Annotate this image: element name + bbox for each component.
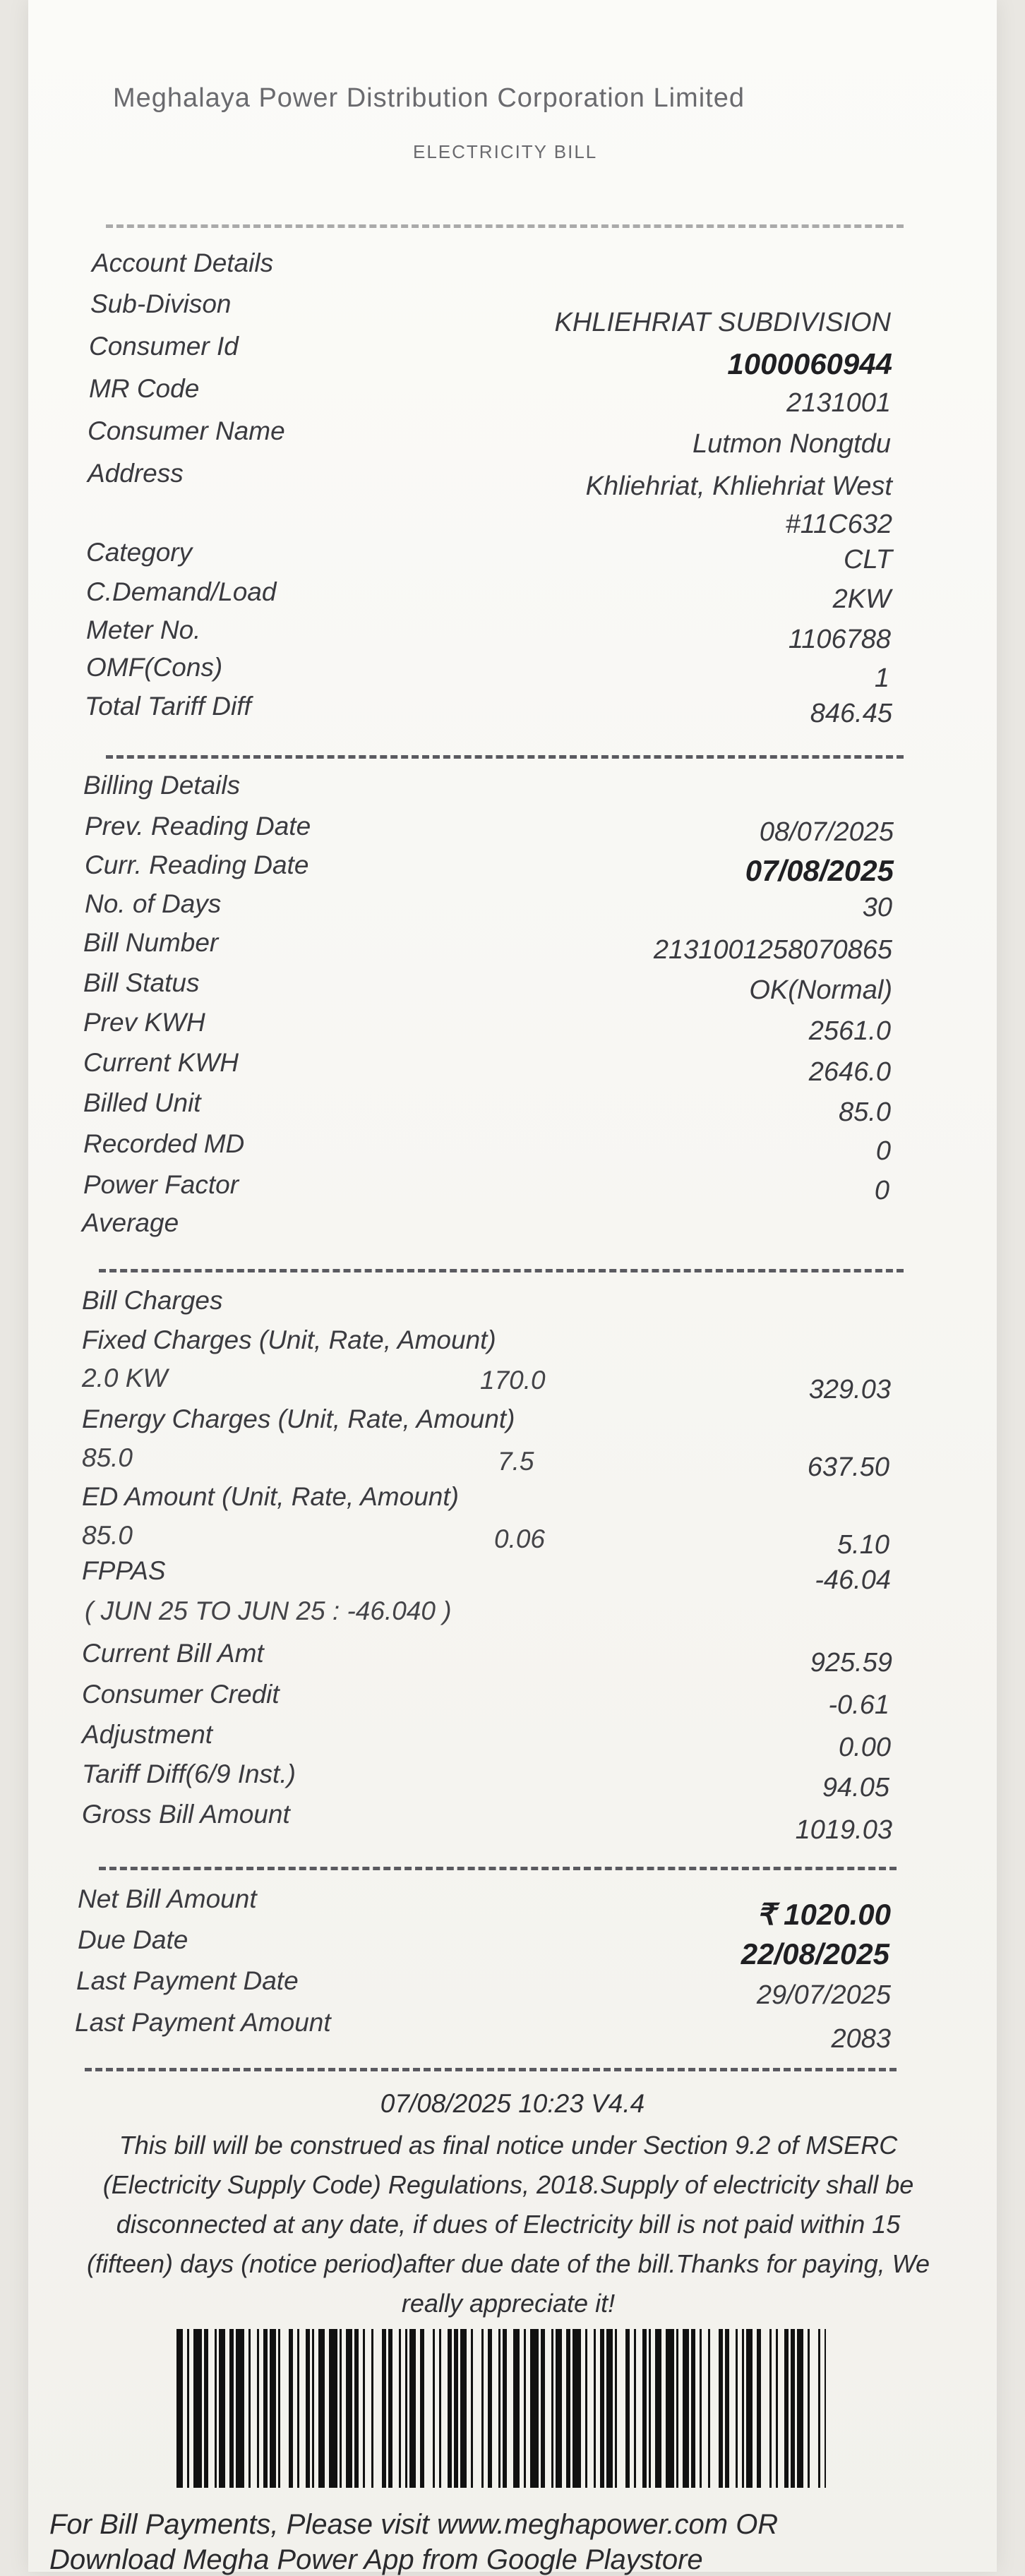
- barcode: [176, 2329, 826, 2488]
- ed-amount-unit: 85.0: [82, 1521, 133, 1550]
- barcode-bar: [405, 2329, 407, 2488]
- label-recorded-md: Recorded MD: [83, 1129, 245, 1158]
- barcode-bar: [691, 2329, 695, 2488]
- value-prev-reading-date: 08/07/2025: [759, 817, 894, 847]
- label-prev-kwh: Prev KWH: [83, 1008, 205, 1037]
- payment-info-line1: For Bill Payments, Please visit www.meghapower.com OR: [49, 2509, 779, 2540]
- label-address: Address: [88, 459, 184, 488]
- value-address: Khliehriat, Khliehriat West: [585, 471, 892, 501]
- barcode-bar: [808, 2329, 810, 2488]
- barcode-bar: [683, 2329, 689, 2488]
- barcode-bar: [676, 2329, 678, 2488]
- barcode-bar: [541, 2329, 545, 2488]
- barcode-bar: [204, 2329, 208, 2488]
- label-adjustment: Adjustment: [82, 1720, 213, 1749]
- payment-info-line2: Download Megha Power App from Google Playstore: [49, 2544, 703, 2575]
- barcode-bar: [530, 2329, 539, 2488]
- value-curr-reading-date: 07/08/2025: [745, 854, 894, 887]
- barcode-bar: [278, 2329, 280, 2488]
- value-address-line2: #11C632: [785, 510, 892, 539]
- barcode-bar: [503, 2329, 507, 2488]
- label-fixed-charges: Fixed Charges (Unit, Rate, Amount): [82, 1325, 496, 1354]
- label-last-payment-date: Last Payment Date: [76, 1966, 299, 1995]
- barcode-bar: [312, 2329, 314, 2488]
- value-total-tariff-diff: 846.45: [810, 699, 892, 728]
- energy-charges-amount: 637.50: [807, 1452, 889, 1482]
- barcode-bar: [769, 2329, 772, 2488]
- barcode-bar: [784, 2329, 789, 2488]
- value-adjustment: 0.00: [839, 1733, 891, 1762]
- label-bill-status: Bill Status: [83, 968, 200, 997]
- ed-amount-rate: 0.06: [494, 1524, 546, 1553]
- barcode-bar: [700, 2329, 702, 2488]
- barcode-bar: [634, 2329, 636, 2488]
- barcode-bar: [708, 2329, 710, 2488]
- divider: [106, 224, 904, 228]
- receipt-paper: [28, 0, 997, 2575]
- value-meter-no: 1106788: [788, 625, 891, 654]
- value-current-kwh: 2646.0: [808, 1057, 891, 1087]
- value-no-of-days: 30: [862, 893, 892, 922]
- label-omf-cons: OMF(Cons): [86, 653, 223, 682]
- barcode-bar: [513, 2329, 520, 2488]
- barcode-bar: [615, 2329, 617, 2488]
- barcode-bar: [606, 2329, 613, 2488]
- value-category: CLT: [844, 545, 892, 574]
- label-last-payment-amount: Last Payment Amount: [75, 2008, 331, 2037]
- value-billed-unit: 85.0: [839, 1097, 891, 1127]
- account-section-title: Account Details: [92, 248, 274, 277]
- label-current-bill-amt: Current Bill Amt: [82, 1639, 264, 1668]
- barcode-bar: [439, 2329, 441, 2488]
- billing-section-title: Billing Details: [83, 771, 241, 800]
- label-ed-amount: ED Amount (Unit, Rate, Amount): [82, 1482, 459, 1511]
- barcode-bar: [655, 2329, 661, 2488]
- value-gross-bill-amount: 1019.03: [795, 1815, 892, 1845]
- value-prev-kwh: 2561.0: [808, 1016, 891, 1046]
- charges-section-title: Bill Charges: [82, 1286, 223, 1315]
- value-consumer-name: Lutmon Nongtdu: [693, 429, 891, 459]
- label-current-kwh: Current KWH: [83, 1048, 239, 1077]
- value-last-payment-amount: 2083: [831, 2024, 891, 2054]
- barcode-bar: [340, 2329, 342, 2488]
- barcode-bar: [448, 2329, 452, 2488]
- divider: [85, 2068, 897, 2071]
- barcode-bar: [388, 2329, 392, 2488]
- value-consumer-credit: -0.61: [828, 1690, 889, 1720]
- barcode-bar: [289, 2329, 293, 2488]
- bill-title: ELECTRICITY BILL: [413, 141, 598, 162]
- barcode-bar: [481, 2329, 484, 2488]
- value-contract-demand: 2KW: [832, 584, 891, 614]
- label-billed-unit: Billed Unit: [83, 1088, 201, 1117]
- label-category: Category: [86, 538, 193, 567]
- barcode-bar: [725, 2329, 729, 2488]
- fixed-charges-unit: 2.0 KW: [82, 1364, 168, 1392]
- barcode-bar: [573, 2329, 581, 2488]
- barcode-bar: [488, 2329, 492, 2488]
- label-no-of-days: No. of Days: [85, 889, 222, 918]
- barcode-bar: [297, 2329, 299, 2488]
- barcode-bar: [757, 2329, 761, 2488]
- barcode-bar: [454, 2329, 458, 2488]
- divider: [99, 1269, 904, 1272]
- barcode-bar: [719, 2329, 723, 2488]
- barcode-bar: [363, 2329, 365, 2488]
- label-power-factor: Power Factor: [83, 1170, 239, 1199]
- barcode-bar: [399, 2329, 401, 2488]
- energy-charges-unit: 85.0: [82, 1443, 133, 1472]
- label-mr-code: MR Code: [89, 374, 200, 403]
- barcode-bar: [736, 2329, 738, 2488]
- value-recorded-md: 0: [875, 1136, 891, 1166]
- barcode-bar: [215, 2329, 217, 2488]
- label-average: Average: [82, 1208, 179, 1237]
- label-due-date: Due Date: [78, 1925, 188, 1954]
- barcode-bar: [649, 2329, 651, 2488]
- barcode-bar: [354, 2329, 359, 2488]
- barcode-bar: [551, 2329, 553, 2488]
- barcode-bar: [193, 2329, 202, 2488]
- barcode-bar: [382, 2329, 386, 2488]
- label-consumer-credit: Consumer Credit: [82, 1680, 280, 1709]
- barcode-bar: [594, 2329, 596, 2488]
- label-bill-number: Bill Number: [83, 928, 219, 957]
- barcode-bar: [498, 2329, 500, 2488]
- label-consumer-id: Consumer Id: [89, 332, 239, 361]
- barcode-bar: [666, 2329, 674, 2488]
- barcode-bar: [187, 2329, 189, 2488]
- ed-amount-value: 5.10: [837, 1530, 889, 1560]
- print-timestamp: 07/08/2025 10:23 V4.4: [380, 2089, 645, 2118]
- barcode-bar: [270, 2329, 276, 2488]
- barcode-bar: [776, 2329, 778, 2488]
- value-net-bill-amount: ₹ 1020.00: [756, 1898, 891, 1931]
- value-due-date: 22/08/2025: [741, 1937, 889, 1970]
- label-meter-no: Meter No.: [86, 615, 201, 644]
- fppas-period-note: ( JUN 25 TO JUN 25 : -46.040 ): [85, 1596, 452, 1625]
- label-energy-charges: Energy Charges (Unit, Rate, Amount): [82, 1404, 515, 1433]
- label-curr-reading-date: Curr. Reading Date: [85, 850, 309, 879]
- barcode-bar: [257, 2329, 259, 2488]
- barcode-bar: [236, 2329, 244, 2488]
- fixed-charges-rate: 170.0: [480, 1366, 546, 1395]
- value-bill-status: OK(Normal): [749, 975, 892, 1005]
- label-prev-reading-date: Prev. Reading Date: [85, 812, 311, 841]
- barcode-bar: [248, 2329, 251, 2488]
- barcode-bar: [229, 2329, 234, 2488]
- barcode-bar: [600, 2329, 604, 2488]
- barcode-bar: [825, 2329, 826, 2488]
- barcode-bar: [409, 2329, 416, 2488]
- label-gross-bill-amount: Gross Bill Amount: [82, 1800, 290, 1829]
- barcode-bar: [433, 2329, 435, 2488]
- fixed-charges-amount: 329.03: [808, 1375, 891, 1404]
- value-omf-cons: 1: [874, 663, 889, 693]
- barcode-bar: [742, 2329, 744, 2488]
- barcode-bar: [263, 2329, 268, 2488]
- barcode-bar: [524, 2329, 526, 2488]
- energy-charges-rate: 7.5: [498, 1447, 534, 1476]
- label-total-tariff-diff: Total Tariff Diff: [85, 692, 251, 721]
- label-contract-demand: C.Demand/Load: [86, 577, 277, 606]
- barcode-bar: [471, 2329, 473, 2488]
- value-consumer-id: 1000060944: [727, 347, 892, 380]
- label-tariff-diff-inst: Tariff Diff(6/9 Inst.): [82, 1759, 296, 1788]
- value-fppas: -46.04: [815, 1565, 891, 1595]
- barcode-bar: [346, 2329, 352, 2488]
- barcode-bar: [791, 2329, 795, 2488]
- barcode-bar: [556, 2329, 562, 2488]
- value-tariff-diff-inst: 94.05: [822, 1773, 889, 1802]
- value-current-bill-amt: 925.59: [810, 1648, 892, 1678]
- label-consumer-name: Consumer Name: [88, 416, 285, 445]
- label-fppas: FPPAS: [82, 1556, 166, 1585]
- divider: [106, 755, 904, 759]
- barcode-bar: [176, 2329, 183, 2488]
- value-sub-division: KHLIEHRIAT SUBDIVISION: [554, 308, 891, 337]
- barcode-bar: [329, 2329, 337, 2488]
- value-mr-code: 2131001: [786, 388, 891, 418]
- barcode-bar: [371, 2329, 373, 2488]
- barcode-bar: [585, 2329, 587, 2488]
- barcode-bar: [818, 2329, 820, 2488]
- label-sub-division: Sub-Divison: [90, 289, 232, 318]
- barcode-bar: [460, 2329, 467, 2488]
- divider: [99, 1867, 897, 1870]
- barcode-bar: [219, 2329, 225, 2488]
- barcode-bar: [746, 2329, 753, 2488]
- barcode-bar: [797, 2329, 803, 2488]
- barcode-bar: [420, 2329, 424, 2488]
- barcode-bar: [318, 2329, 325, 2488]
- value-power-factor: 0: [874, 1176, 889, 1205]
- legal-notice: This bill will be construed as final notice under Section 9.2 of MSERC (Electricity Supply Code) Regulations, 2018.Supply of electricity shall be disconnected at any date, if dues of Electricity bill is not paid within 15 (fifteen) days (notice period)after due date of the bill.Thanks for paying, We really appreciate it!: [87, 2131, 930, 2318]
- barcode-bar: [566, 2329, 570, 2488]
- value-last-payment-date: 29/07/2025: [756, 1980, 891, 2010]
- barcode-bar: [306, 2329, 310, 2488]
- barcode-bar: [625, 2329, 630, 2488]
- company-name: Meghalaya Power Distribution Corporation Limited: [113, 83, 745, 113]
- label-net-bill-amount: Net Bill Amount: [78, 1884, 257, 1913]
- value-bill-number: 2131001258070865: [653, 935, 892, 965]
- barcode-bar: [642, 2329, 647, 2488]
